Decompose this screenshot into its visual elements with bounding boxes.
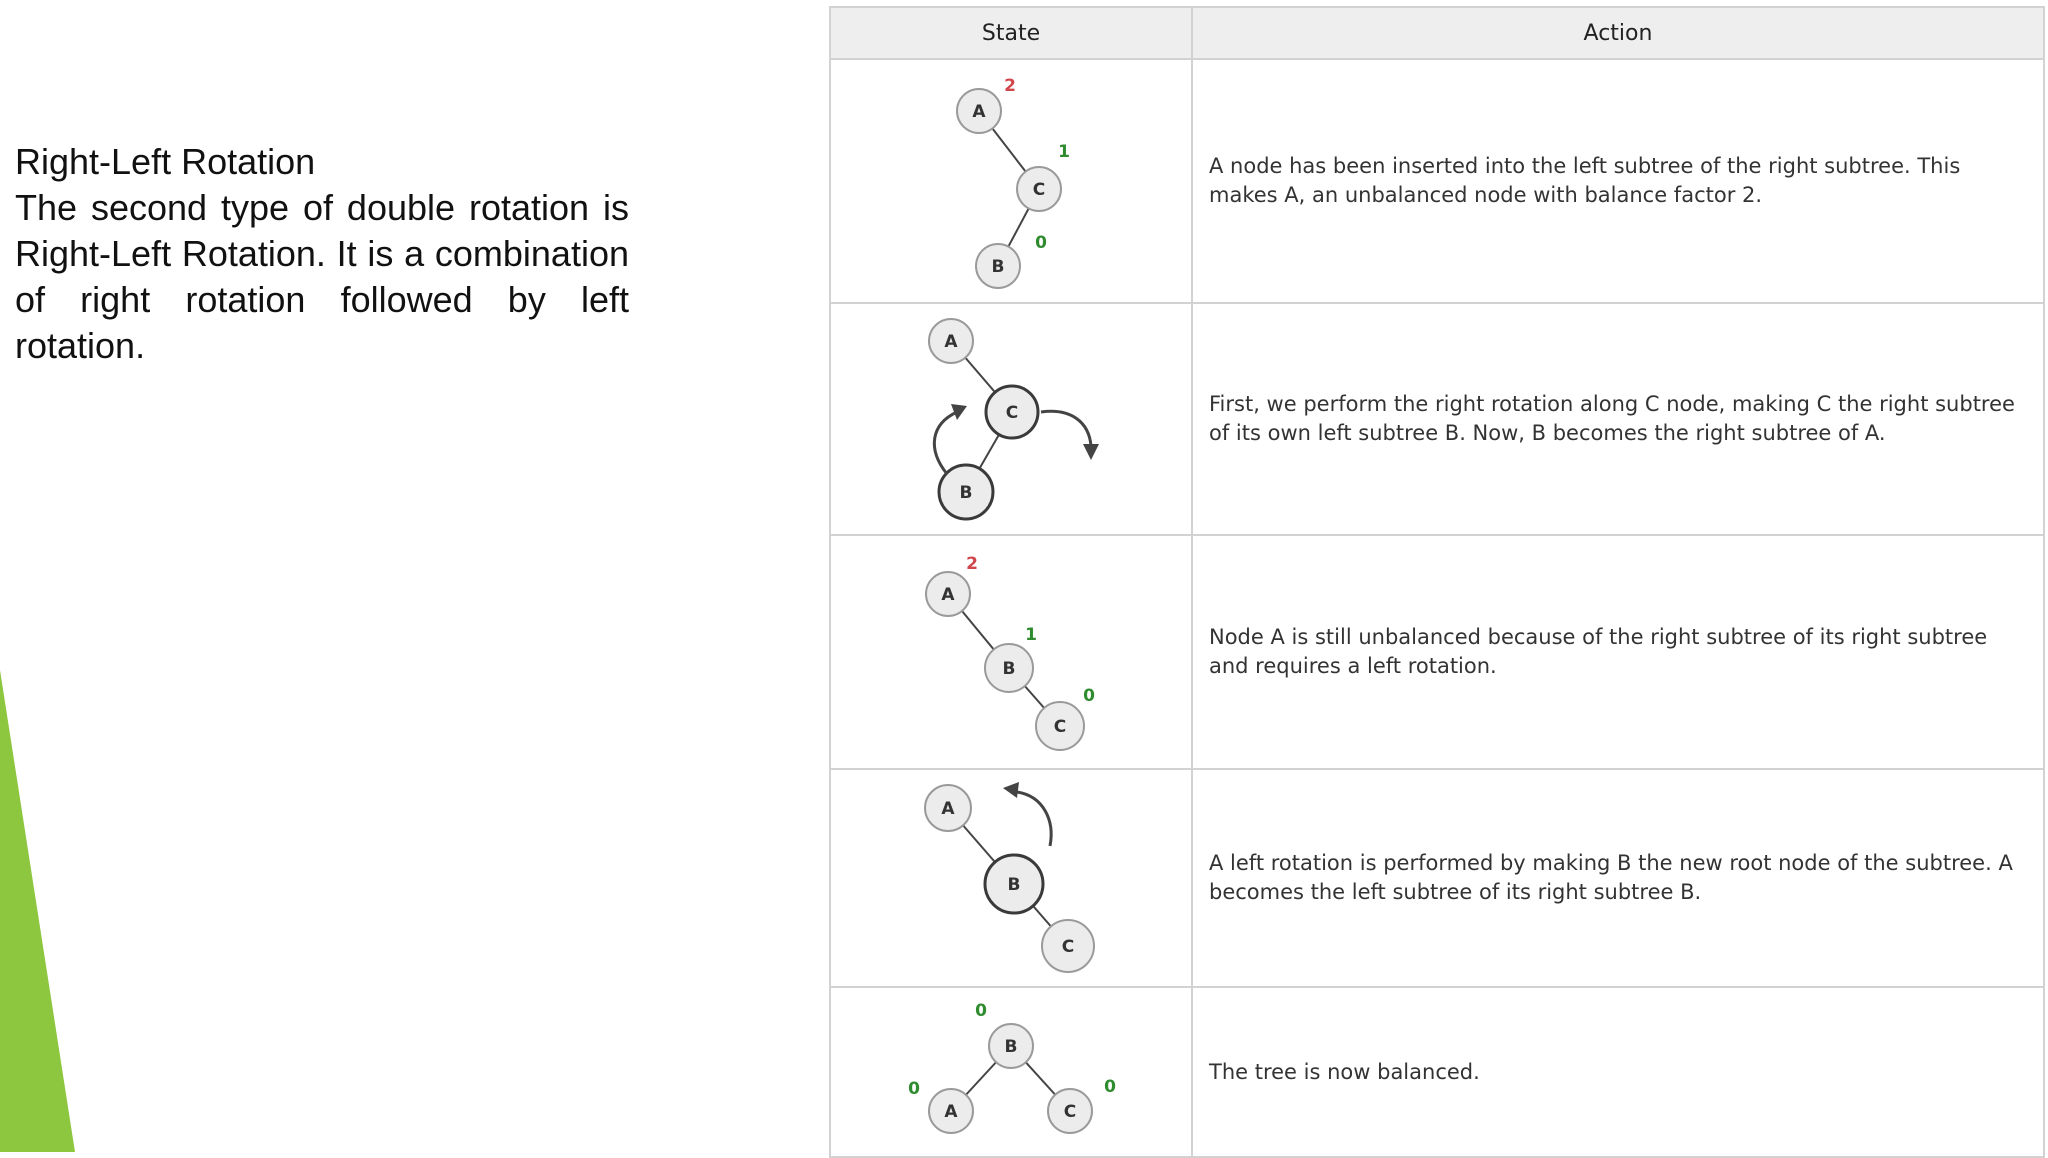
state-diagram-cell: [830, 303, 1192, 535]
balance-factor: 0: [908, 1079, 920, 1099]
action-text: Node A is still unbalanced because of the right subtree of its right subtree and requires a left rotation.: [1192, 535, 2044, 769]
tree-node: A: [941, 799, 955, 819]
tree-node: B: [1004, 1037, 1018, 1057]
table-row: [830, 303, 2044, 535]
state-diagram-cell: [830, 59, 1192, 303]
slide-title: Right-Left Rotation: [15, 141, 316, 182]
state-diagram-cell: [830, 987, 1192, 1157]
tree-node: B: [1007, 875, 1021, 895]
slide-text-block: [15, 139, 629, 369]
tree-diagram: [831, 988, 1191, 1156]
balance-factor: 2: [1004, 76, 1016, 96]
tree-node: A: [944, 1102, 958, 1122]
tree-node: A: [944, 332, 958, 352]
balance-factor: 1: [1025, 625, 1037, 645]
rotate-counterclockwise-arrow-icon: [1003, 782, 1051, 846]
state-column-header: State: [830, 7, 1192, 59]
table-row: [830, 535, 2044, 769]
table-header-row: [830, 7, 2044, 59]
tree-diagram: [831, 304, 1191, 534]
tree-diagram: [831, 770, 1191, 986]
action-text: A left rotation is performed by making B the new root node of the subtree. A becomes the left subtree of its right subtree B.: [1192, 769, 2044, 987]
tree-node: A: [941, 585, 955, 605]
state-diagram-cell: [830, 769, 1192, 987]
balance-factor: 0: [1104, 1077, 1116, 1097]
rotation-steps-table: [829, 6, 2045, 1158]
tree-diagram: [831, 60, 1191, 302]
action-text: A node has been inserted into the left subtree of the right subtree. This makes A, an unbalanced node with balance factor 2.: [1192, 59, 2044, 303]
tree-node: C: [1032, 180, 1046, 200]
balance-factor: 0: [1083, 686, 1095, 706]
tree-node: B: [1002, 659, 1016, 679]
tree-node: C: [1053, 717, 1067, 737]
balance-factor: 0: [975, 1001, 987, 1021]
tree-node: B: [959, 483, 973, 503]
action-text: The tree is now balanced.: [1192, 987, 2044, 1157]
action-text: First, we perform the right rotation along C node, making C the right subtree of its own left subtree B. Now, B becomes the right subtree of A.: [1192, 303, 2044, 535]
tree-node: C: [1061, 937, 1075, 957]
rotate-counterclockwise-arrow-icon: [934, 404, 967, 474]
balance-factor: 2: [966, 554, 978, 574]
tree-node: C: [1063, 1102, 1077, 1122]
rotate-clockwise-arrow-icon: [1041, 411, 1099, 460]
table-row: [830, 59, 2044, 303]
balance-factor: 1: [1058, 142, 1070, 162]
action-column-header: Action: [1192, 7, 2044, 59]
tree-diagram: [831, 536, 1191, 768]
tree-node: C: [1005, 403, 1019, 423]
tree-node: A: [972, 102, 986, 122]
balance-factor: 0: [1035, 233, 1047, 253]
tree-node: B: [991, 257, 1005, 277]
table-row: [830, 987, 2044, 1157]
state-diagram-cell: [830, 535, 1192, 769]
slide-body: The second type of double rotation is Right-Left Rotation. It is a combination of right rotation followed by left rotation.: [15, 187, 629, 366]
table-row: [830, 769, 2044, 987]
